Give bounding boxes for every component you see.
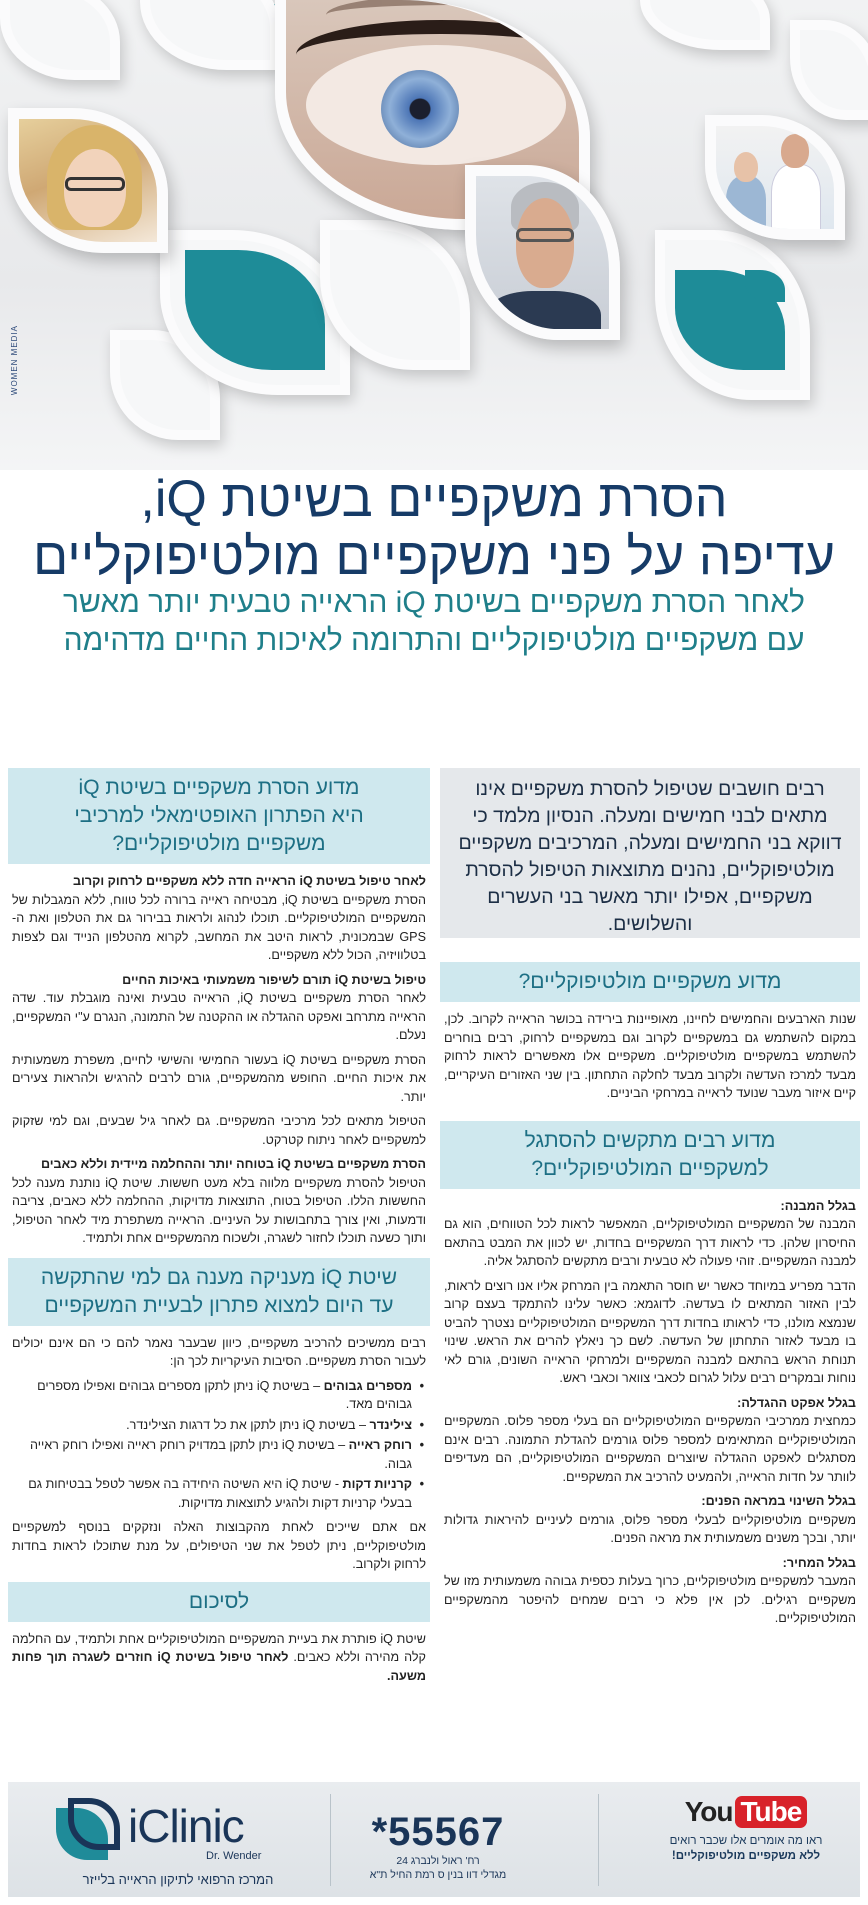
section-body-why-multifocal bbox=[440, 1010, 860, 1103]
subheading: בגלל המחיר: bbox=[782, 1555, 856, 1570]
paragraph: המבנה של המשקפיים המולטיפוקליים, המאפשר לראות לכל הטווחים, הוא גם החיסרון שלהן. כדי לראות דרך המשקפיים בחדות, יש לכוון את המבט בהתאם למבנה המשקפיים. זוהי פעולה לא טבעית ורבים מתקשים להסתגל אליה. bbox=[444, 1217, 856, 1268]
title-line: מדוע רבים מתקשים להסתגל bbox=[524, 1128, 776, 1152]
leaf-logo-icon bbox=[56, 1798, 120, 1862]
paragraph: הסרת משקפיים בשיטת iQ בעשור החמישי והשישי לחיים, משפרת משמעותית את איכות החיים. החופש מהמשקפיים, גורם לרבים להרגיש ולהראות צעירים יותר. bbox=[12, 1052, 426, 1104]
headline-line-2: עדיפה על פני משקפיים מולטיפוקליים bbox=[33, 528, 835, 586]
section-title-iq-solution bbox=[8, 768, 430, 864]
phone-number[interactable]: *55567 bbox=[371, 1810, 505, 1854]
doctors-photo bbox=[705, 115, 845, 240]
paragraph: המעבר למשקפיים מולטיפוקליים, כרוך בעלות כספית גבוהה משמעותית מזו של משקפיים רגילים. לכן אין פלא כי רבים שמחים להיפטר מהמשקפיים המולטיפוקליים. bbox=[444, 1574, 856, 1625]
list-item: • מספרים גבוהים – בשיטת iQ ניתן לתקן מספרים גבוהים ואפילו מספרים גבוהים מאד. bbox=[12, 1377, 426, 1414]
subheadline bbox=[40, 584, 828, 660]
footer-bar bbox=[8, 1782, 860, 1897]
women-media-credit: WOMEN MEDIA bbox=[10, 325, 19, 396]
paragraph: הסרת משקפיים בשיטת iQ, מבטיחה ראייה ברורה לכל טווח, ללא המגבלות של המשקפיים המולטיפוקליים. תוכלו לנהוג ולראות בבירור גם את הטלפון ואת ה-GPS שבמכונית, לראות היטב את המחשב, לקרוא מהטלפון הנייד וגם לצפות בטלוויזיה, הכול ללא משקפיים. bbox=[12, 892, 427, 962]
subheading: טיפול בשיטת iQ תורם לשיפור משמעותי באיכות החיים bbox=[122, 972, 426, 987]
main-headline bbox=[20, 470, 848, 586]
logo-name: iClinic bbox=[128, 1800, 244, 1852]
paragraph: שיטת iQ פותרת את בעיית המשקפיים המולטיפוקליים אחת ולתמיד, עם החלמה קלה מהירה וללא כאבים. bbox=[12, 1631, 426, 1664]
contact-block bbox=[328, 1810, 548, 1882]
subheading: בגלל השינוי במראה הפנים: bbox=[701, 1494, 856, 1508]
divider bbox=[598, 1794, 599, 1886]
intro-box: רבים חושבים שטיפול להסרת משקפיים אינו מתאים לבני חמישים ומעלה. הנסיון מלמד כי דווקא בני החמישים ומעלה, המרכיבים משקפיים מולטיפוקליים, נהנים מתוצאות הטיפול להסרת משקפיים, אפילו יותר מאשר בני העשרים והשלושים. bbox=[440, 768, 860, 938]
title-line: משקפיים מולטיפוקליים? bbox=[112, 832, 326, 855]
decor-leaf bbox=[140, 0, 280, 70]
section-title-summary: לסיכום bbox=[8, 1582, 430, 1622]
section-outro bbox=[8, 1518, 430, 1574]
subheading: בגלל אפקט ההגדלה: bbox=[737, 1395, 856, 1410]
man-portrait-photo bbox=[465, 165, 620, 340]
paragraph: הטיפול מתאים לכל מרכיבי המשקפיים. גם לאחר גיל שבעים, וגם למי שזקוק למשקפיים לאחר ניתוח קטרקט. bbox=[12, 1114, 426, 1147]
subhead-line-1: לאחר הסרת משקפיים בשיטת iQ הראייה טבעית יותר מאשר bbox=[63, 586, 805, 619]
decor-leaf bbox=[790, 20, 868, 120]
paragraph: כמחצית ממרכיבי המשקפיים המולטיפוקליים הם בעלי מספר פלוס. המשקפיים המולטיפוקליים המתאימים למספר פלוס גורמים להגדלת התמונה. רבים אינם מסתגלים לאפקט ההגדלה שיוצרים המשקפיים המולטיפוקליים, הם מעדיפים לוותר על חדות הראייה, ולהמעיט להרכיב את המשקפיים. bbox=[444, 1414, 856, 1484]
subheading: בגלל המבנה: bbox=[780, 1198, 856, 1213]
decor-leaf bbox=[640, 0, 770, 50]
reasons-list bbox=[8, 1377, 430, 1513]
headline-line-1: הסרת משקפיים בשיטת iQ, bbox=[140, 470, 728, 528]
list-item: • רוחק ראייה – בשיטת iQ ניתן לתקן במדויק רוחק ראייה ואפילו רוחק ראייה גבוה. bbox=[12, 1436, 426, 1473]
title-line: למשקפיים המולטיפוקליים? bbox=[531, 1156, 769, 1180]
address: רח' ראול ולנברג 24 מגדלי דוו בנין ס רמת החיל ת"א bbox=[369, 1855, 507, 1881]
paragraph: אם אתם שייכים לאחת מהקבוצות האלה ונזקקים בנוסף למשקפיים מולטיפוקליים, ניתן לטפל את שני הטיפולים, על מנת שתוכלו לראות בחדות לרחוק ולקרוב. bbox=[12, 1520, 426, 1571]
paragraph: משקפיים מולטיפוקליים לבעלי מספר פלוס, גורמים לעיניים להיראות גדולות יותר, ובכך משנים משמעותית את מראה הפנים. bbox=[444, 1512, 856, 1545]
youtube-promo[interactable] bbox=[646, 1796, 846, 1864]
paragraph: לאחר הסרת משקפיים בשיטת iQ, הראייה טבעית ואינה מוגבלת עוד. שדה הראייה מתרחב ואפקט ההגדלה או ההקטנה של התמונה, הנגרם ע"י המשקפיים, נעלם. bbox=[12, 991, 426, 1042]
list-item: • קרניות דקות - שיטת iQ היא השיטה היחידה בה אפשר לטפל בבטיחות גם בבעלי קרניות דקות ולהגיע לתוצאות מדויקות. bbox=[12, 1475, 426, 1512]
title-line: היא הפתרון האופטימאלי למרכיבי bbox=[74, 804, 364, 827]
woman-with-glasses-photo bbox=[8, 108, 168, 253]
title-line: שיטת iQ מעניקה מענה גם למי שהתקשה bbox=[40, 1265, 398, 1289]
section-body-iq-answer bbox=[8, 1334, 430, 1371]
section-title-iq-answer bbox=[8, 1258, 430, 1326]
section-title-adaptation bbox=[440, 1121, 860, 1189]
subheading: לאחר טיפול בשיטת iQ הראייה חדה ללא משקפיים לרחוק וקרוב bbox=[72, 874, 426, 888]
right-column bbox=[440, 768, 860, 1634]
youtube-logo[interactable]: You Tube bbox=[685, 1796, 808, 1828]
paragraph: הדבר מפריע במיוחד כאשר יש חוסר התאמה בין המרחק אליו אנו רוצים לראות, לבין האזור המתאים לו בעדשה. לדוגמא: כאשר עלינו להתמקד בעצם קרוב שנמצא מולנו, כדי לראותו בחדות דרך המשקפיים המולטיפוקליים נצטרך להביט בו מבעד לאזור התחתון של העדשה. לשם כך ניאלץ להרים את הראש. שינוי תנוחת הראש בהתאם למבנה המשקפיים ולמרחקי הראייה השונים, גורם לאי נוחות ובמקרים רבים עלול לגרום לכאבי צוואר וכאבי ראש. bbox=[444, 1278, 856, 1385]
logo-sub: Dr. Wender bbox=[206, 1850, 262, 1862]
list-item: • צילינדר – בשיטת iQ ניתן לתקן את כל דרגות הצילינדר. bbox=[12, 1416, 426, 1435]
section-body-iq-solution bbox=[8, 872, 430, 1248]
paragraph: הטיפול להסרת משקפיים מלווה בלא מעט חששות. שיטת iQ נותנת מענה לכל החששות הללו. הטיפול בטוח, התוצאות מדויקות, ההחלמה ללא כאבים, צריבה ודמעות, ואין צורך בתחבושות על העיניים. הראייה משתפרת מיד לאחר הטיפול, ותוך כשעה תוכלו לחזור לשגרה, ולשכוח מהמשקפיים אחת ולתמיד. bbox=[12, 1175, 427, 1245]
paragraph: רבים ממשיכים להרכיב משקפיים, כיוון שבעבר נאמר להם כי הם אינם יכולים לעבור הסרת משקפיים. הסיבות העיקריות לכך הן: bbox=[12, 1335, 426, 1368]
left-column bbox=[8, 768, 430, 1691]
iclinic-logo bbox=[28, 1792, 318, 1892]
section-body-adaptation bbox=[440, 1197, 860, 1628]
paragraph: שנות הארבעים והחמישים לחיינו, מאופיינות בירידה בכושר הראייה לקרוב. לכן, במקום להשתמש גם במשקפיים לקרוב וגם במשקפיים לרחוק, רבים בוחרים להשתמש במשקפיים מולטיפוקליים. משקפיים אלו מאפשרים לראות לרחוק מבעד למרכז העדשה ולקרוב מבעד לחלקה התחתון. בין שני האזורים העיקריים, קיים איזור מעבר שנועד לראייה במרחקי הביניים. bbox=[444, 1012, 856, 1100]
subhead-line-2: עם משקפיים מולטיפוקליים והתרומה לאיכות החיים מדהימה bbox=[63, 624, 805, 657]
title-line: מדוע הסרת משקפיים בשיטת iQ bbox=[78, 776, 360, 799]
section-body-summary bbox=[8, 1630, 430, 1686]
title-line: עד היום למצוא פתרון לבעיית המשקפיים bbox=[44, 1293, 394, 1317]
hero-image bbox=[0, 0, 868, 470]
subheading: הסרת משקפיים בשיטת iQ בטוחה יותר וההחלמה מיידית וללא כאבים bbox=[40, 1157, 426, 1171]
section-title-why-multifocal: מדוע משקפיים מולטיפוקליים? bbox=[440, 962, 860, 1002]
logo-tagline: המרכז הרפואי לתיקון הראייה בלייזר bbox=[82, 1872, 274, 1887]
summary-bold: לאחר טיפול בשיטת iQ חוזרים לשגרה תוך פחות משעה. bbox=[12, 1650, 426, 1683]
youtube-caption: ראו מה אומרים אלו שכבר רואים ללא משקפיים מולטיפוקליים! bbox=[669, 1835, 823, 1862]
decor-leaf bbox=[0, 0, 120, 80]
